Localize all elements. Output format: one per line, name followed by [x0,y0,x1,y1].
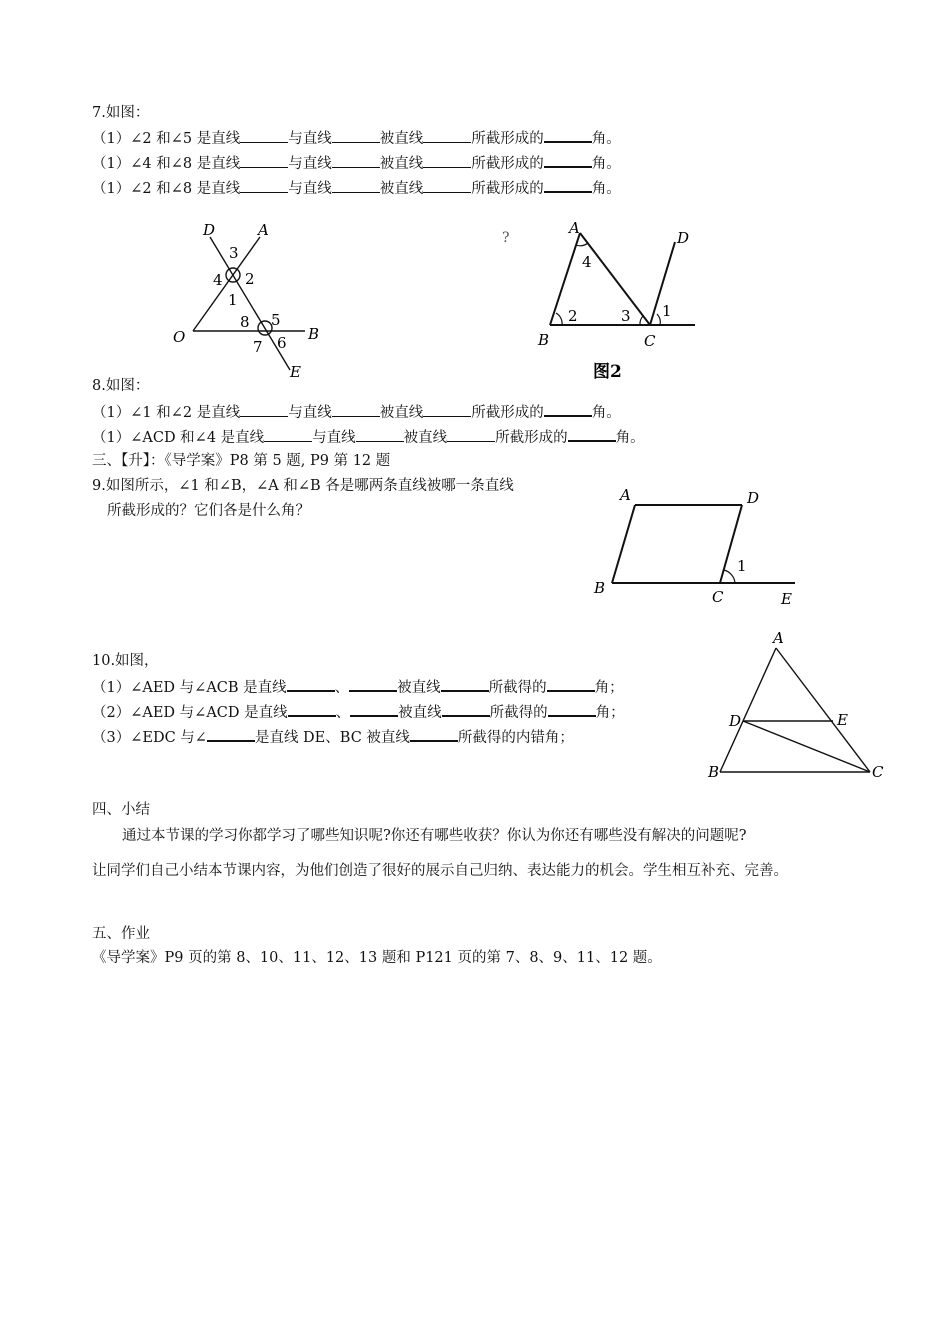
blank[interactable] [288,701,336,717]
q7-row3-prefix: （1）∠2 和∠8 是直线 [92,181,241,197]
homework-paragraph: 《导学案》P9 页的第 8、10、11、12、13 题和 P121 页的第 7、8、9、11、12 题。 [92,950,662,966]
q10-row2-text-c: 所截得的 [489,705,548,721]
q10-row3 [92,726,574,748]
label-d: D [747,489,760,507]
q9-line1: 9.如图所示，∠1 和∠B，∠A 和∠B 各是哪两条直线被哪一条直线 [92,478,514,494]
q8-row2-prefix: （1）∠ACD 和∠4 是直线 [92,430,265,446]
line-ab [612,505,635,583]
q7-row3-text-c: 所截形成的 [471,181,544,197]
angle-arc-1 [657,314,660,325]
figure-triangle-de [700,628,895,788]
blank[interactable] [423,128,471,143]
q7-row3-text-a: 与直线 [288,181,332,197]
label-7: 7 [253,338,263,356]
label-c: C [644,332,656,350]
figure-parallelogram [585,478,805,608]
blank[interactable] [350,701,398,717]
blank[interactable] [332,153,380,168]
q10-row2 [92,701,625,723]
summary-paragraph-2: 让同学们自己小结本节课内容，为他们创造了很好的展示自己归纳、表达能力的机会。学生相互补充、完善。 [92,863,788,879]
label-b: B [538,331,550,349]
label-d: D [677,229,690,247]
q8-row1-text-b: 被直线 [379,405,424,421]
blank[interactable] [548,701,596,717]
q8-title: 8.如图： [92,378,150,394]
q8-row1-text-d: 角。 [591,405,621,421]
blank[interactable] [207,726,255,742]
label-c: C [712,588,724,606]
q10-row2-sep: 、 [335,705,351,721]
blank[interactable] [423,402,471,417]
q7-row2-text-c: 所截形成的 [471,156,544,172]
label-6: 6 [277,334,287,352]
blank[interactable] [240,178,288,193]
angle-arc-3 [640,316,643,325]
q7-row1 [92,127,621,149]
blank[interactable] [544,152,592,168]
q7-row2-text-d: 角。 [591,156,621,172]
q8-row2-text-b: 被直线 [403,430,448,446]
blank[interactable] [544,177,592,193]
q8-row2-text-c: 所截形成的 [495,430,568,446]
q7-row3-text-d: 角。 [591,181,621,197]
label-1: 1 [228,291,238,309]
blank[interactable] [240,128,288,143]
q10-row1-sep: 、 [334,680,350,696]
blank[interactable] [441,676,489,692]
label-a: A [258,221,269,239]
blank[interactable] [356,427,404,442]
blank[interactable] [410,726,458,742]
q10-row1 [92,676,624,698]
label-a: A [620,486,631,504]
q8-row2-text-a: 与直线 [312,430,356,446]
q10-row1-text-d: 角； [594,680,624,696]
blank[interactable] [544,127,592,143]
label-a: A [569,219,580,237]
label-5: 5 [271,311,281,329]
label-1: 1 [662,302,672,320]
q8-row2 [92,426,645,448]
q7-row2-text-b: 被直线 [379,156,424,172]
q8-row1-prefix: （1）∠1 和∠2 是直线 [92,405,241,421]
label-b: B [594,579,606,597]
q10-row3-text-a: 是直线 DE、BC 被直线 [254,730,410,746]
q8-row1-text-c: 所截形成的 [471,405,544,421]
line-ab [720,648,776,772]
label-1: 1 [737,557,747,575]
q7-row1-text-c: 所截形成的 [471,131,544,147]
label-o: O [173,328,186,346]
label-8: 8 [240,313,250,331]
q7-title: 7.如图： [92,105,150,121]
q8-row1-text-a: 与直线 [288,405,332,421]
q10-row1-text-b: 被直线 [397,680,441,696]
blank[interactable] [349,676,397,692]
blank[interactable] [287,676,335,692]
label-2: 2 [568,307,578,325]
q10-row1-text-c: 所截得的 [488,680,547,696]
q7-row1-prefix: （1）∠2 和∠5 是直线 [92,131,241,147]
line-ac [580,233,650,325]
label-b: B [708,763,720,781]
label-4: 4 [582,253,592,271]
angle-arc-1 [724,570,735,583]
q7-row1-text-b: 被直线 [379,131,424,147]
section-3-heading: 三、【升】：《导学案》P8 第 5 题, P9 第 12 题 [92,453,391,469]
q10-row1-prefix: （1）∠AED 与∠ACB 是直线 [92,680,287,696]
blank[interactable] [332,178,380,193]
blank[interactable] [568,426,616,442]
figure-caption: 图2 [593,362,622,382]
blank[interactable] [423,153,471,168]
q10-title: 10.如图， [92,653,159,669]
angle-arc-2 [556,313,562,325]
label-4: 4 [213,271,223,289]
blank[interactable] [547,676,595,692]
blank[interactable] [447,427,495,442]
blank[interactable] [423,178,471,193]
blank[interactable] [332,402,380,417]
q7-row1-text-d: 角。 [591,131,621,147]
label-2: 2 [245,270,255,288]
section-4-heading: 四、小结 [92,802,150,818]
blank[interactable] [264,427,312,442]
q8-row2-text-d: 角。 [615,430,645,446]
label-e: E [781,590,792,608]
stray-mark: ? [502,230,510,246]
blank[interactable] [332,128,380,143]
q7-row3-text-b: 被直线 [379,181,424,197]
blank[interactable] [544,401,592,417]
summary-paragraph-1: 通过本节课的学习你都学习了哪些知识呢?你还有哪些收获？你认为你还有哪些没有解决的问题呢? [122,828,747,844]
label-c: C [872,763,884,781]
label-d: D [203,221,216,239]
q10-row3-text-c: 所截得的内错角； [457,730,574,746]
q7-row2-prefix: （1）∠4 和∠8 是直线 [92,156,241,172]
figure-intersecting-lines [165,215,335,385]
label-3: 3 [229,244,239,262]
label-e: E [837,711,848,729]
q7-row1-text-a: 与直线 [288,131,332,147]
q7-row2 [92,152,621,174]
label-a: A [773,629,784,647]
label-b: B [308,325,320,343]
blank[interactable] [240,402,288,417]
angle-arc-4 [576,243,588,246]
label-e: E [290,363,301,381]
q10-row2-text-b: 被直线 [398,705,442,721]
section-5-heading: 五、作业 [92,926,150,942]
q9-line2: 所截形成的？它们各是什么角？ [107,503,310,519]
label-d: D [729,712,742,730]
q10-row2-text-d: 角； [595,705,625,721]
q10-row3-prefix: （3）∠EDC 与∠ [92,730,207,746]
label-3: 3 [621,307,631,325]
q7-row3 [92,177,621,199]
figure-2-triangle [500,215,700,385]
blank[interactable] [240,153,288,168]
q7-row2-text-a: 与直线 [288,156,332,172]
q8-row1 [92,401,621,423]
blank[interactable] [442,701,490,717]
q10-row2-prefix: （2）∠AED 与∠ACD 是直线 [92,705,288,721]
